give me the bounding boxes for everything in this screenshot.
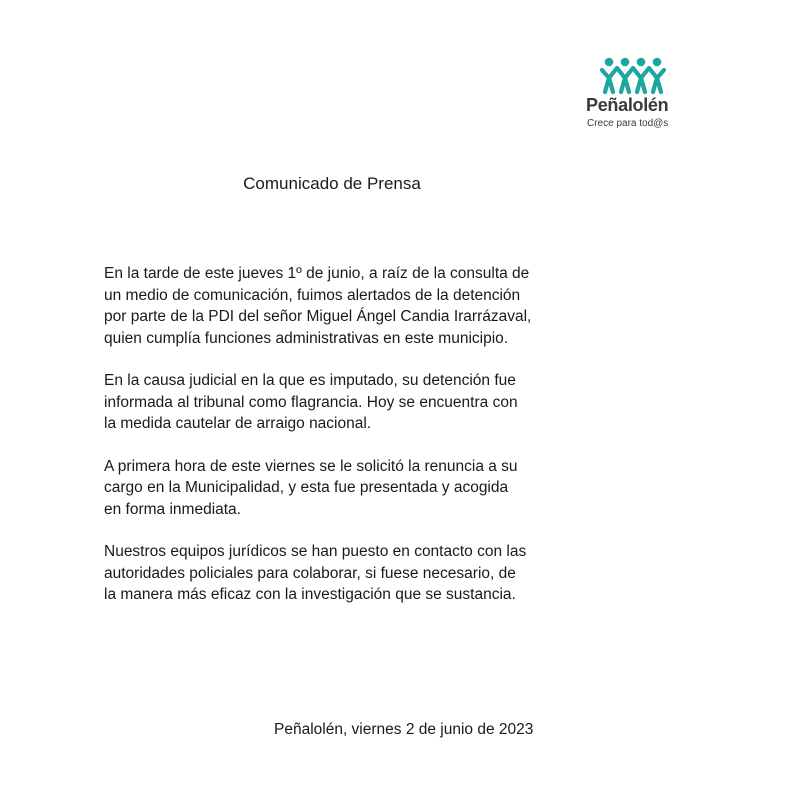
text-line: la medida cautelar de arraigo nacional. (104, 415, 372, 432)
text-line: informada al tribunal como flagrancia. Hoy se encuentra con (104, 393, 518, 411)
document-body (104, 263, 558, 627)
text-line: En la tarde de este jueves 1º de junio, a raíz de la consulta de (104, 265, 530, 282)
text-line: cargo en la Municipalidad, y esta fue presentada y acogida (104, 479, 509, 496)
paragraph-1 (104, 263, 558, 349)
logo-name: Peñalolén (586, 95, 669, 115)
logo-slogan: Crece para tod@s (587, 118, 669, 129)
text-line: en forma inmediata. (104, 500, 241, 518)
text-line: En la causa judicial en la que es imputado, su detención fue (104, 372, 516, 389)
text-line: la manera más eficaz con la investigación que se sustancia. (104, 586, 516, 603)
text-line: por parte de la PDI del señor Miguel Ángel Candia Irarrázaval, (104, 308, 532, 325)
text-line: A primera hora de este viernes se le solicitó la renuncia a su (104, 457, 518, 475)
people-logo-icon (600, 56, 666, 96)
text-line: quien cumplía funciones administrativas en este municipio. (104, 329, 509, 347)
penalolen-logo (584, 54, 704, 134)
text-line: Nuestros equipos jurídicos se han puesto en contacto con las (104, 543, 527, 560)
text-line: autoridades policiales para colaborar, si fuese necesario, de (104, 564, 516, 582)
text-line: un medio de comunicación, fuimos alertados de la detención (104, 286, 521, 304)
paragraph-2 (104, 370, 558, 435)
document-title: Comunicado de Prensa (243, 174, 421, 193)
paragraph-4 (104, 541, 558, 606)
signoff-place-date: Peñalolén, viernes 2 de junio de 2023 (274, 721, 534, 738)
paragraph-3 (104, 456, 558, 521)
